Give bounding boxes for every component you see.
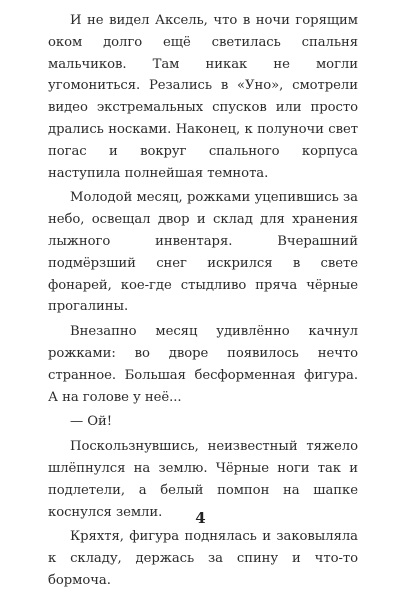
paragraph-2: Молодой месяц, рожками уцепившись за небо, освещал двор и склад для хранения лыжного инвентаря. Вчерашний подмёрзший снег искрился в свете фонарей, кое-где стыдливо пряча чёрные прогалины. [48,190,358,315]
paragraph-5: Поскользнувшись, неизвестный тяжело шлёпнулся на землю. Чёрные ноги так и подлетели, а белый помпон на шапке коснулся земли. [48,439,358,520]
paragraph-4-exclamation: — Ой! [70,414,113,430]
paragraph-1: И не видел Аксель, что в ночи горящим оком долго ещё светилась спальня мальчиков. Там никак не могли угомониться. Резались в «Уно», смотрели видео экстремальных спусков или просто дрались носками. Наконец, к полуночи свет погас и вокруг спального корпуса наступила полнейшая темнота. [48,13,358,181]
book-page-text [48,10,358,595]
paragraph-6: Кряхтя, фигура поднялась и заковыляла к складу, держась за спину и что-то бормоча. [48,529,358,588]
page-number: 4 [195,509,206,527]
paragraph-3: Внезапно месяц удивлённо качнул рожками: во дворе появилось нечто странное. Большая бесформенная фигура. А на голове у неё... [48,324,358,405]
